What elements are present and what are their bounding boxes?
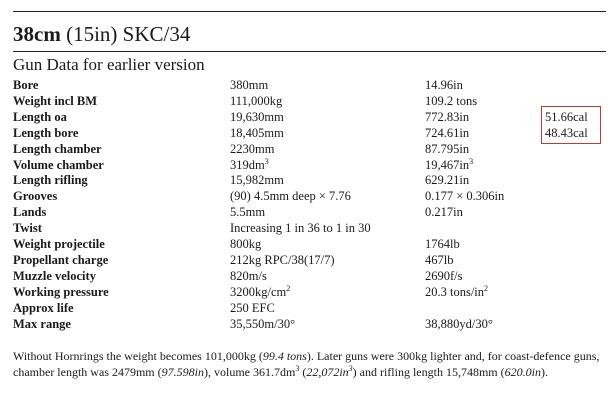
row-metric-value-text: 15,982mm xyxy=(230,173,284,188)
row-label xyxy=(13,205,230,221)
row-label-text: Lands xyxy=(13,205,47,220)
row-imperial-value xyxy=(425,173,545,189)
row-calibre-value xyxy=(545,301,605,317)
row-label-text: Weight projectile xyxy=(13,237,105,252)
row-metric-value-text: 18,405mm xyxy=(230,125,284,140)
row-label-text: Weight incl BM xyxy=(13,93,98,108)
row-metric-value xyxy=(230,285,425,301)
gun-data-table xyxy=(13,78,605,333)
row-metric-value-text: 2230mm xyxy=(230,141,275,156)
row-label xyxy=(13,253,230,269)
note-superscript: 3 xyxy=(295,363,300,373)
note-text: ), volume 361.7dm xyxy=(203,364,296,379)
row-metric-value-text: 800kg xyxy=(230,237,262,252)
row-imperial-value xyxy=(425,253,545,269)
row-metric-value-text: 3200kg/cm xyxy=(230,284,287,299)
row-imperial-value-text: 724.61in xyxy=(425,125,470,140)
row-calibre-value-text: 48.43cal xyxy=(545,125,588,140)
row-imperial-value xyxy=(425,110,545,126)
row-imperial-value-text: 38,880yd/30° xyxy=(425,316,493,331)
row-metric-value xyxy=(230,237,425,253)
row-metric-value xyxy=(230,189,425,205)
note-text: ( xyxy=(299,364,307,379)
row-calibre-value xyxy=(545,285,605,301)
table-row xyxy=(13,205,605,221)
table-row xyxy=(13,317,605,333)
table-row xyxy=(13,253,605,269)
row-label xyxy=(13,317,230,333)
row-metric-value-text: 380mm xyxy=(230,78,269,92)
row-label xyxy=(13,285,230,301)
row-metric-value-text: 35,550m/30° xyxy=(230,316,296,331)
row-label xyxy=(13,110,230,126)
top-rule xyxy=(13,11,606,12)
row-metric-value-text: 820m/s xyxy=(230,268,267,283)
unit-superscript: 3 xyxy=(264,156,269,166)
row-imperial-value-text: 772.83in xyxy=(425,109,470,124)
row-imperial-value xyxy=(425,221,545,237)
row-imperial-value xyxy=(425,158,545,174)
table-row xyxy=(13,158,605,174)
row-label-text: Length rifling xyxy=(13,173,88,188)
table-row xyxy=(13,269,605,285)
row-calibre-value-text: 51.66cal xyxy=(545,109,588,124)
title-rule xyxy=(13,51,606,52)
row-calibre-value xyxy=(545,221,605,237)
row-metric-value-text: Increasing 1 in 36 to 1 in 30 xyxy=(230,221,371,236)
row-imperial-value xyxy=(425,189,545,205)
table-row xyxy=(13,78,605,94)
row-calibre-value xyxy=(545,253,605,269)
row-imperial-value-text: 20.3 tons/in xyxy=(425,284,485,299)
unit-superscript: 2 xyxy=(286,283,291,293)
row-label xyxy=(13,126,230,142)
row-metric-value-text: 250 EFC xyxy=(230,300,275,315)
note-italic-text: 22,072in xyxy=(306,364,349,379)
row-imperial-value xyxy=(425,78,545,94)
row-label xyxy=(13,269,230,285)
row-label xyxy=(13,189,230,205)
row-metric-value-text: 111,000kg xyxy=(230,93,283,108)
page-title xyxy=(13,22,190,46)
table-row xyxy=(13,94,605,110)
table-row xyxy=(13,126,605,142)
row-imperial-value xyxy=(425,317,545,333)
row-label-text: Bore xyxy=(13,78,39,92)
row-imperial-value xyxy=(425,285,545,301)
table-row xyxy=(13,237,605,253)
row-imperial-value xyxy=(425,205,545,221)
row-imperial-value xyxy=(425,269,545,285)
row-label xyxy=(13,142,230,158)
row-metric-value xyxy=(230,173,425,189)
note-text: ). Later guns were 300kg lighter and, for coast-defence guns, chamber length was 2479mm ( xyxy=(13,349,600,379)
row-imperial-value-text: 2690f/s xyxy=(425,268,463,283)
row-metric-value xyxy=(230,94,425,110)
note-superscript: 3 xyxy=(348,363,353,373)
row-imperial-value-text: 109.2 tons xyxy=(425,93,478,108)
table-row xyxy=(13,285,605,301)
row-metric-value xyxy=(230,126,425,142)
row-calibre-value xyxy=(545,317,605,333)
row-imperial-value xyxy=(425,237,545,253)
unit-superscript: 2 xyxy=(484,283,489,293)
note-italic: 620.0in xyxy=(504,364,541,379)
row-imperial-value-text: 0.217in xyxy=(425,205,463,220)
row-label-text: Muzzle velocity xyxy=(13,268,96,283)
row-label xyxy=(13,94,230,110)
row-metric-value xyxy=(230,158,425,174)
row-imperial-value-text: 87.795in xyxy=(425,141,470,156)
row-calibre-value xyxy=(545,237,605,253)
row-calibre-value xyxy=(545,158,605,174)
title-designation: (15in) SKC/34 xyxy=(60,22,191,46)
note-italic xyxy=(306,365,352,379)
row-label-text: Grooves xyxy=(13,189,58,204)
row-imperial-value-text: 629.21in xyxy=(425,173,470,188)
row-metric-value-text: 5.5mm xyxy=(230,205,266,220)
note-text: Without Hornrings the weight becomes 101,000kg ( xyxy=(13,349,263,363)
row-calibre-value xyxy=(545,269,605,285)
row-label xyxy=(13,158,230,174)
row-imperial-value xyxy=(425,142,545,158)
row-metric-value-text: 19,630mm xyxy=(230,109,284,124)
row-metric-value xyxy=(230,205,425,221)
table-row xyxy=(13,189,605,205)
row-metric-value xyxy=(230,301,425,317)
row-metric-value xyxy=(230,221,425,237)
row-calibre-value xyxy=(545,142,605,158)
note-text: ) and rifling length 15,748mm ( xyxy=(352,364,505,379)
note-italic: 99.4 tons xyxy=(262,349,307,363)
row-imperial-value-text: 0.177 × 0.306in xyxy=(425,189,505,204)
row-label xyxy=(13,78,230,94)
row-metric-value xyxy=(230,253,425,269)
row-imperial-value-text: 19,467in xyxy=(425,157,470,172)
table-row xyxy=(13,221,605,237)
row-label-text: Propellant charge xyxy=(13,252,109,267)
row-imperial-value xyxy=(425,94,545,110)
row-metric-value xyxy=(230,78,425,94)
row-label-text: Working pressure xyxy=(13,284,109,299)
title-calibre: 38cm xyxy=(13,22,61,46)
row-metric-value xyxy=(230,317,425,333)
calibre-highlight-box xyxy=(541,106,601,144)
row-label-text: Length bore xyxy=(13,125,79,140)
row-imperial-value-text: 14.96in xyxy=(425,78,463,92)
row-metric-value-text: 212kg RPC/38(17/7) xyxy=(230,252,335,267)
row-label-text: Max range xyxy=(13,316,71,331)
table-row xyxy=(13,110,605,126)
row-metric-value-text: (90) 4.5mm deep × 7.76 xyxy=(230,189,351,204)
row-imperial-value xyxy=(425,301,545,317)
row-calibre-value xyxy=(545,78,605,94)
section-subtitle: Gun Data for earlier version xyxy=(13,55,205,74)
row-label-text: Volume chamber xyxy=(13,157,104,172)
unit-superscript: 3 xyxy=(469,156,474,166)
row-metric-value xyxy=(230,110,425,126)
row-label-text: Length oa xyxy=(13,109,67,124)
row-calibre-value xyxy=(545,189,605,205)
row-calibre-value xyxy=(545,205,605,221)
row-metric-value xyxy=(230,142,425,158)
row-calibre-value xyxy=(545,173,605,189)
note-italic: 97.598in xyxy=(161,364,204,379)
row-label xyxy=(13,301,230,317)
row-imperial-value-text: 1764lb xyxy=(425,237,460,252)
row-label-text: Approx life xyxy=(13,300,74,315)
row-label xyxy=(13,237,230,253)
table-row xyxy=(13,301,605,317)
row-label-text: Length chamber xyxy=(13,141,102,156)
note-text: ). xyxy=(540,364,548,379)
table-row xyxy=(13,173,605,189)
row-imperial-value-text: 467lb xyxy=(425,252,454,267)
row-metric-value xyxy=(230,269,425,285)
table-row xyxy=(13,142,605,158)
row-label xyxy=(13,173,230,189)
row-label-text: Twist xyxy=(13,221,42,236)
footnote-paragraph xyxy=(13,349,603,380)
row-imperial-value xyxy=(425,126,545,142)
row-metric-value-text: 319dm xyxy=(230,157,265,172)
row-label xyxy=(13,221,230,237)
